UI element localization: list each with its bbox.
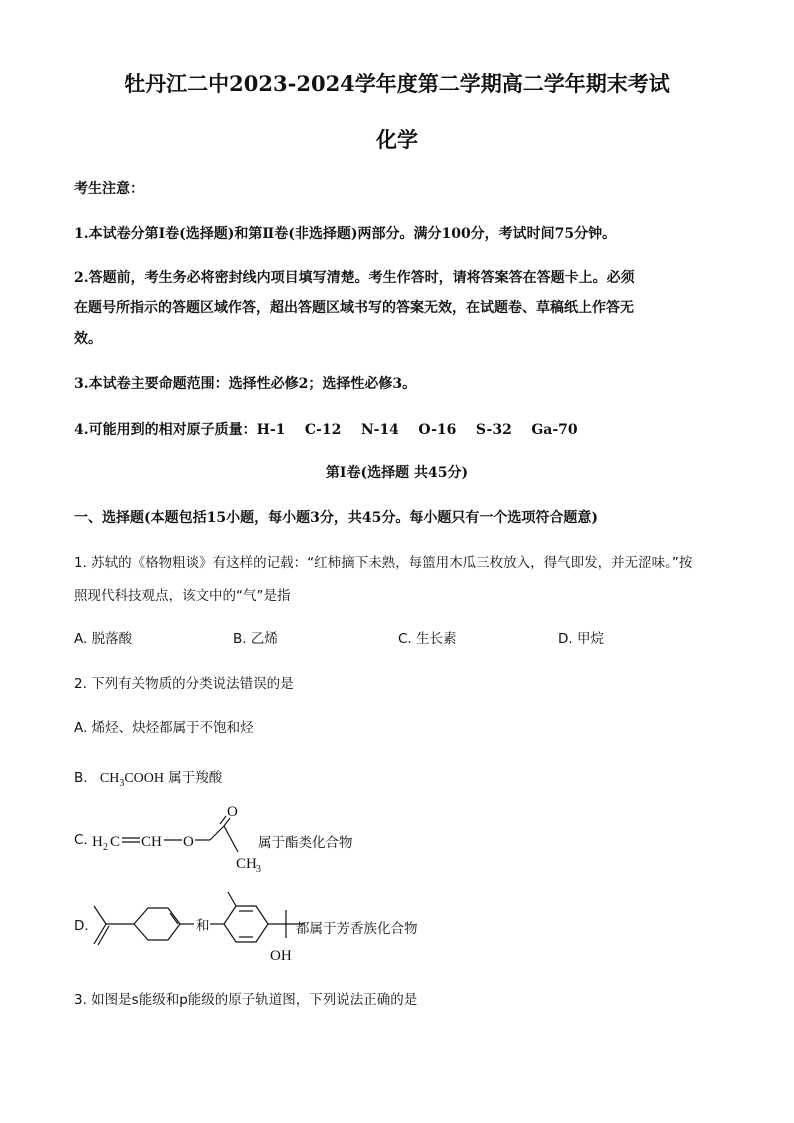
part1-title: 第Ⅰ卷(选择题 共45分) bbox=[325, 465, 469, 481]
notice-heading: 考生注意： bbox=[74, 181, 144, 197]
q1-stem-line-1: 1. 苏轼的《格物粗谈》有这样的记载：“红柿摘下未熟，每篮用木瓜三枚放入，得气即发，并无涩味。”按 bbox=[74, 555, 693, 571]
q2-option-b-text: 属于羧酸 bbox=[168, 770, 223, 786]
notice-item-1: 1.本试卷分第Ⅰ卷(选择题)和第Ⅱ卷(非选择题)两部分。满分100分，考试时间75分钟。 bbox=[74, 226, 617, 242]
and-text: 和 bbox=[196, 918, 210, 934]
c-atom: C bbox=[110, 834, 121, 850]
q1-option-d: D. 甲烷 bbox=[558, 631, 604, 647]
h-atom: H bbox=[92, 834, 103, 850]
notice-item-4-label: 4.可能用到的相对原子质量： bbox=[74, 422, 257, 438]
q2-option-d-label: D. bbox=[74, 918, 89, 934]
terpineol-structure bbox=[210, 892, 304, 942]
q1-option-c: C. 生长素 bbox=[398, 631, 457, 647]
notice-item-2-line-2: 在题号所指示的答题区域作答，超出答题区域书写的答案无效，在试题卷、草稿纸上作答无 bbox=[74, 300, 634, 316]
notice-item-2-line-1: 2.答题前，考生务必将密封线内项目填写清楚。考生作答时，请将答案答在答题卡上。必须 bbox=[74, 270, 635, 286]
q2-option-b-label: B. bbox=[74, 770, 88, 786]
q2-stem: 2. 下列有关物质的分类说法错误的是 bbox=[74, 676, 294, 692]
q2-option-c-text: 属于酯类化合物 bbox=[258, 835, 353, 851]
methyl-subscript: 3 bbox=[256, 864, 261, 875]
ch-group: CH bbox=[141, 834, 162, 850]
ester-oxygen: O bbox=[183, 834, 194, 850]
q2-option-b bbox=[74, 766, 222, 789]
q1-stem-line-2: 照现代科技观点，该文中的“气”是指 bbox=[74, 588, 291, 604]
subject-title: 化学 bbox=[376, 127, 418, 152]
notice-item-4 bbox=[74, 419, 578, 439]
exam-title: 牡丹江二中2023-2024学年度第二学期高二学年期末考试 bbox=[124, 71, 670, 96]
carbonyl-oxygen: O bbox=[227, 804, 238, 820]
atomic-masses: H-1 C-12 N-14 O-16 S-32 Ga-70 bbox=[256, 422, 578, 438]
acetic-acid-formula: $CH_3COOH$ bbox=[99, 771, 164, 789]
q2-option-c-label: C. bbox=[74, 832, 88, 848]
q2-option-d-text: 都属于芳香族化合物 bbox=[296, 921, 418, 937]
h-subscript: 2 bbox=[103, 842, 108, 853]
q3-stem: 3. 如图是s能级和p能级的原子轨道图，下列说法正确的是 bbox=[74, 992, 418, 1008]
notice-item-3: 3.本试卷主要命题范围：选择性必修2；选择性必修3。 bbox=[74, 376, 417, 392]
q2-option-a: A. 烯烃、炔烃都属于不饱和烃 bbox=[74, 720, 254, 736]
methyl-group: CH bbox=[236, 856, 257, 872]
limonene-structure bbox=[94, 906, 194, 945]
hydroxyl-group: OH bbox=[270, 948, 292, 964]
section-heading: 一、选择题(本题包括15小题，每小题3分，共45分。每小题只有一个选项符合题意) bbox=[74, 510, 598, 526]
q1-option-a: A. 脱落酸 bbox=[74, 631, 133, 647]
notice-item-2-line-3: 效。 bbox=[74, 331, 102, 347]
q1-option-b: B. 乙烯 bbox=[233, 631, 278, 647]
